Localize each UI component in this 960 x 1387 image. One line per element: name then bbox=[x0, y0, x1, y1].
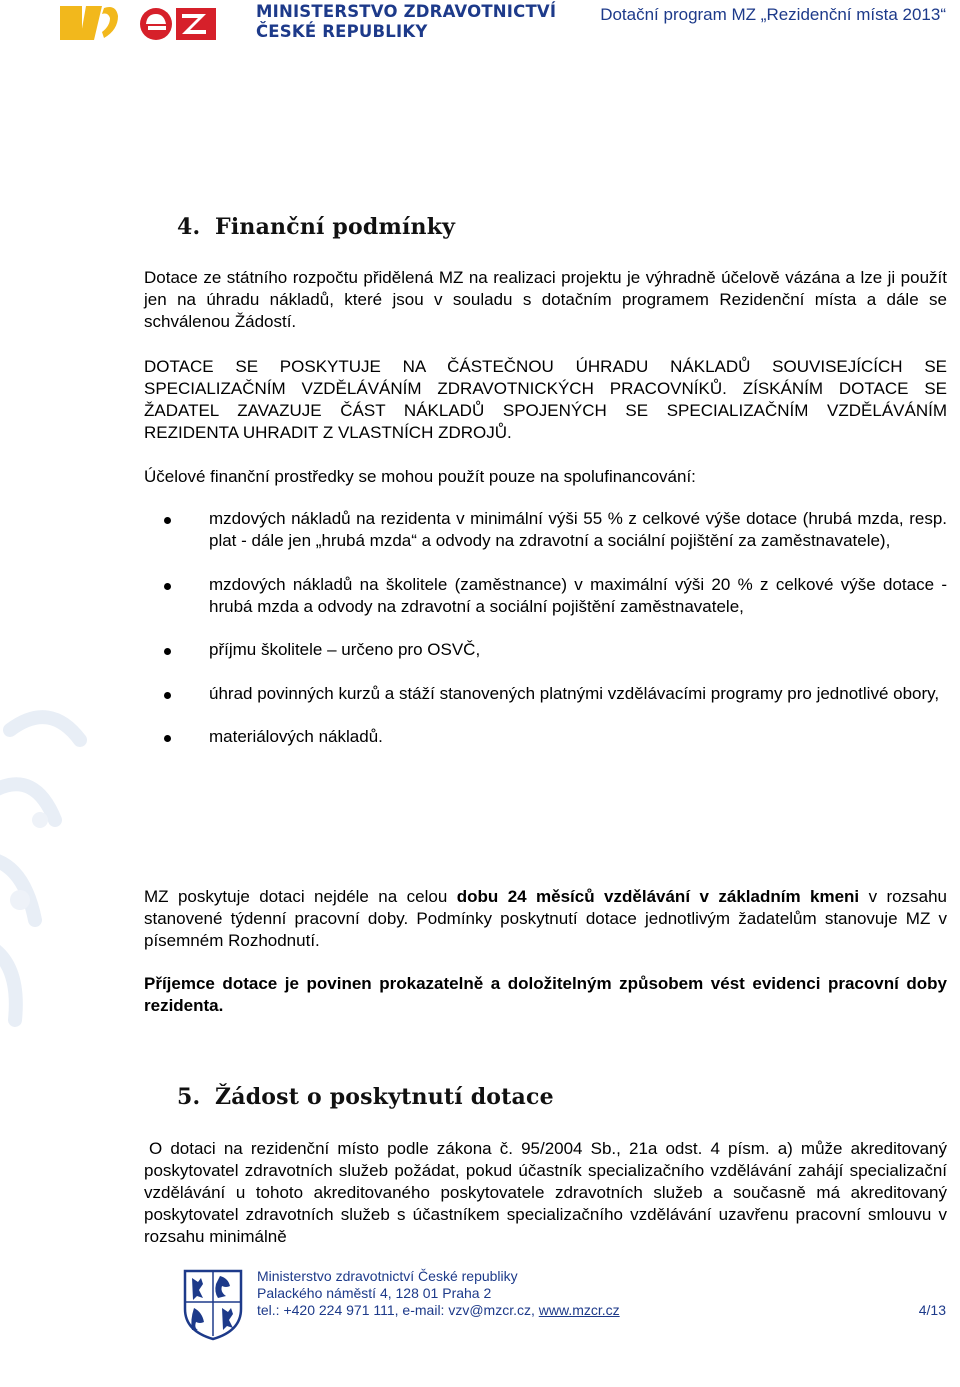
duration-emphasis: dobu 24 měsíců vzdělávání v základním kmeni bbox=[456, 887, 860, 906]
ministry-logo-icon bbox=[60, 2, 238, 44]
bullet-icon bbox=[164, 517, 171, 524]
ministry-name-line1: MINISTERSTVO ZDRAVOTNICTVÍ bbox=[256, 2, 557, 21]
paragraph-duration bbox=[144, 886, 947, 952]
paragraph-cofinancing-intro: Účelové finanční prostředky se mohou použít pouze na spolufinancování: bbox=[144, 467, 696, 486]
list-item-text: materiálových nákladů. bbox=[209, 727, 383, 746]
footer-street: Palackého náměstí 4, 128 01 Praha 2 bbox=[257, 1285, 492, 1301]
section-4-heading bbox=[177, 214, 455, 240]
footer-ministry: Ministerstvo zdravotnictví České republiky bbox=[257, 1268, 518, 1284]
ministry-name-line2: ČESKÉ REPUBLIKY bbox=[256, 22, 428, 41]
paragraph-purpose: Dotace ze státního rozpočtu přidělená MZ na realizaci projektu je výhradně účelově vázána a lze ji použít jen na úhradu nákladů, které jsou v souladu s dotačním programem Rezidenční místa a dále se schválenou Žádostí. bbox=[144, 268, 947, 331]
paragraph-application bbox=[144, 1138, 947, 1248]
ministry-name bbox=[256, 2, 556, 42]
list-item bbox=[144, 639, 947, 661]
bullet-icon bbox=[164, 735, 171, 742]
list-item bbox=[144, 683, 947, 705]
list-item-text: úhrad povinných kurzů a stáží stanovených platnými vzdělávacími programy pro jednotlivé obory, bbox=[209, 684, 940, 703]
footer-web-link[interactable]: www.mzcr.cz bbox=[538, 1302, 620, 1318]
list-item bbox=[144, 508, 947, 552]
duration-text-a: MZ poskytuje dotaci nejdéle na celou bbox=[144, 887, 457, 906]
footer-contact: tel.: +420 224 971 111, e-mail: vzv@mzcr.cz, bbox=[257, 1302, 539, 1318]
list-item-text: mzdových nákladů na rezidenta v minimální výši 55 % z celkové výše dotace (hrubá mzda, resp. plat - dále jen „hrubá mzda“ a odvody na zdravotní a sociální pojištění za zaměstnavatele), bbox=[209, 509, 947, 550]
paragraph-evidence: Příjemce dotace je povinen prokazatelně a doložitelným způsobem vést evidenci pracovní doby rezidenta. bbox=[144, 974, 947, 1015]
watermark-swirl-icon bbox=[0, 700, 90, 1080]
section-5-heading bbox=[177, 1084, 554, 1110]
bullet-icon bbox=[164, 583, 171, 590]
bullet-icon bbox=[164, 692, 171, 699]
application-text: O dotaci na rezidenční místo podle zákona č. 95/2004 Sb., 21a odst. 4 písm. a) může akreditovaný poskytovatel zdravotních služeb požádat, pokud účastník specializačního vzdělávání zahájí specializační vzdělávání u tohoto akreditovaného poskytovatele zdravotních služeb a současně má akreditovaný poskytovatel zdravotních služeb s účastníkem specializačního vzdělávání uzavřenu pracovní smlouvu v rozsahu minimálně bbox=[144, 1139, 947, 1246]
state-crest-icon bbox=[182, 1268, 244, 1342]
section-4-title: Finanční podmínky bbox=[215, 214, 456, 240]
program-title: Dotační program MZ „Rezidenční místa 2013“ bbox=[600, 5, 946, 24]
cofinancing-list bbox=[144, 508, 947, 748]
section-4-number: 4. bbox=[177, 214, 201, 240]
list-item-text: mzdových nákladů na školitele (zaměstnance) v maximální výši 20 % z celkové výše dotace - hrubá mzda a odvody na zdravotní a sociální pojištění zaměstnavatele, bbox=[209, 575, 947, 616]
bullet-icon bbox=[164, 648, 171, 655]
page-number: 4/13 bbox=[918, 1302, 946, 1318]
list-item bbox=[144, 726, 947, 748]
paragraph-partial-coverage: DOTACE SE POSKYTUJE NA ČÁSTEČNOU ÚHRADU NÁKLADŮ SOUVISEJÍCÍCH SE SPECIALIZAČNÍM VZDĚLÁVÁNÍM ZDRAVOTNICKÝCH PRACOVNÍKŮ. ZÍSKÁNÍM DOTACE SE ŽADATEL ZAVAZUJE ČÁST NÁKLADŮ SPOJENÝCH SE SPECIALIZAČNÍM VZDĚLÁVÁNÍM REZIDENTA UHRADIT Z VLASTNÍCH ZDROJŮ. bbox=[144, 357, 947, 442]
footer-contact-line bbox=[257, 1302, 620, 1319]
duration-text-c: v rozsahu stanovené týdenní pracovní doby. Podmínky poskytnutí dotace jednotlivým žadatelům stanovuje MZ v písemném Rozhodnutí. bbox=[144, 887, 947, 950]
section-5-title: Žádost o poskytnutí dotace bbox=[215, 1084, 554, 1110]
section-5-number: 5. bbox=[177, 1084, 201, 1110]
list-item-text: příjmu školitele – určeno pro OSVČ, bbox=[209, 640, 481, 659]
footer-address bbox=[257, 1268, 620, 1319]
list-item bbox=[144, 574, 947, 618]
